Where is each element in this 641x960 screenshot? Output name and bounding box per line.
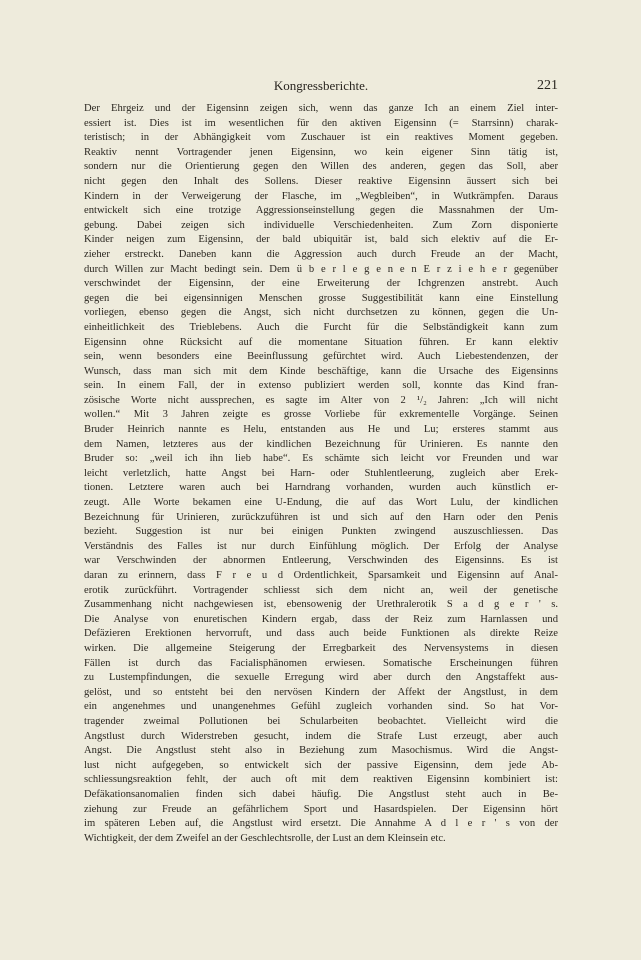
text-line: Angst. Die Angstlust steht also in Beziehung zum Masochismus. Wird die Angst- [84,745,558,757]
text-line: Fällen ist durch das Facialisphänomen erwiesen. Somatische Erscheinungen führen [84,657,558,669]
text-line: leicht verletzlich, hatte Angst bei Harn- oder Stuhlentleerung, zugleich aber Erek- [84,467,558,479]
text-line: dem Namen, letzteres aus der kindlichen Bezeichnung für Urinieren. Es nannte den [84,438,558,450]
text-line: Angstlust durch Widerstreben gesucht, indem die Strafe Lust erzeugt, aber auch [84,730,558,742]
text-line: essiert ist. Dies ist im wesentlichen für den aktiven Eigensinn (= Starrsinn) charak- [84,117,558,129]
text-line: nicht gegen den Inhalt des Sollens. Dieser reaktive Eigensinn äussert sich bei [84,175,558,187]
text-line: Wichtigkeit, der dem Zweifel an der Geschlechtsrolle, der Lust an dem Kleinsein etc. [84,832,446,844]
text-line: zösische Worte nicht aussprechen, es sagte im Alter von 2 ¹/₂ Jahren: „Ich will nicht [84,394,558,406]
text-line: sein. In einem Fall, der in extenso publiziert werden soll, konnte das Kind fran- [84,380,558,392]
text-line: entwickelt sich eine trotzige Aggressionseinstellung gegen die Massnahmen der Um- [84,205,558,217]
text-line: Bezeichnung für Urinieren, zurückzuführen ist und sich auf den Harn oder den Penis [84,511,558,523]
text-line: bezieht. Suggestion ist nur bei einigen Punkten zwingend auszuschliessen. Das [84,526,558,538]
text-line: Wunsch, dass man sich mit dem Kinde beschäftige, kann die Ursache des Eigensinns [84,365,558,377]
header-title: Kongressberichte. [273,78,369,93]
text-line: schliessungsreaktion fehlt, der auch oft mit dem reaktiven Eigensinn kombiniert ist: [84,774,558,786]
text-line: Kindern in der Verweigerung der Flasche, im „Wegbleiben“, in Wutkrämpfen. Daraus [84,190,558,202]
text-line: Kinder neigen zum Eigensinn, der bald ubiquitär ist, bald sich elektiv auf die Er- [84,234,558,246]
text-line: Defäzieren Erektionen hervorruft, und dass auch beide Funktionen als direkte Reize [84,628,558,640]
text-line: wirken. Die allgemeine Steigerung der Erregbarkeit des Nervensystems in diesen [84,642,558,654]
text-line: im späteren Leben auf, die Angstlust wird ersetzt. Die Annahme A d l e r ' s von der [84,818,558,830]
text-line: durch Willen zur Macht bedingt sein. Dem ü b e r l e g e n e n E r z i e h e r gegenüber [84,263,558,275]
text-line: Bruder Heinrich nannte es Helu, entstanden aus He und Lu; ersteres stammt aus [84,424,558,436]
text-line: zeugt. Alle Worte bekamen eine U-Endung, die auf das Wort Lulu, der kindlichen [84,497,558,509]
text-line: Defäkationsanomalien finden sich dabei häufig. Die Angstlust steht auch in Be- [84,788,558,800]
text-line: Verständnis des Falles ist nur durch Einfühlung möglich. Der Erfolg der Analyse [84,540,558,552]
text-line: tragender zweimal Pollutionen bei Schularbeiten beobachtet. Vielleicht wird die [84,715,558,727]
text-line: ziehung zur Freude an gefährlichem Sport und Hasardspielen. Der Eigensinn hört [84,803,558,815]
text-line: erotik zurückführt. Vortragender schliesst sich dem nicht an, weil der genetische [84,584,558,596]
text-line: ein angenehmes und unangenehmes Gefühl zugleich vorhanden sind. So hat Vor- [84,701,558,713]
text-line: vorliegen, ebenso gegen die Angst, sich nicht durchsetzen zu können, gegen die Un- [84,307,558,319]
text-line: gegen die bei eigensinnigen Menschen grosse Suggestibilität kann eine Einstellung [84,292,558,304]
text-line: sondern nur die Orientierung gegen den Willen des anderen, gegen das Soll, aber [84,161,558,173]
running-header [84,78,558,98]
text-line: gebung. Dabei zeigen sich individuelle Verschiedenheiten. Zum Zorn disponierte [84,219,558,231]
text-line: Bruder so: „weil ich ihn lieb habe“. Es schämte sich leicht vor Freunden und war [84,453,558,465]
text-line: gelöst, und so entsteht bei den nervösen Kindern der Affekt der Angstlust, in dem [84,686,558,698]
text-line: tionen. Letztere waren auch bei Harndrang vorhanden, wurden auch künstlich er- [84,482,558,494]
text-line: Die Analyse von enuretischen Kindern ergab, dass der Reiz zum Harnlassen und [84,613,558,625]
text-line: Eigensinn ohne Rücksicht auf die momentane Situation führen. Er kann elektiv [84,336,558,348]
text-line: wollen.“ Mit 3 Jahren zeigte es grosse Vorliebe für exkrementelle Vorgänge. Seinen [84,409,558,421]
page-number: 221 [537,78,558,93]
text-line: verschwindet der Eigensinn, der eine Erweiterung der Ichgrenzen anstrebt. Auch [84,278,558,290]
text-line: teristisch; in der Abhängigkeit vom Zuschauer ist ein reaktives Moment gegeben. [84,132,558,144]
text-line: zu Lustempfindungen, die sexuelle Erregung wird aber durch den Angstaffekt aus- [84,672,558,684]
text-line: Zusammenhang nicht nachgewiesen ist, ebensowenig der Urethralerotik S a d g e r ' s. [84,599,558,611]
body-text [84,102,558,846]
text-line: lust nicht aufgegeben, so entwickelt sich der passive Eigensinn, dem jede Ab- [84,759,558,771]
text-line: sein, wenn besonders eine Beeinflussung gefürchtet wird. Auch Liebestendenzen, der [84,351,558,363]
text-line: Reaktiv nennt Vortragender jenen Eigensinn, wo kein eigener Sinn tätig ist, [84,146,558,158]
text-line: zieher erstreckt. Daneben kann die Aggression auch durch Freude an der Macht, [84,248,558,260]
text-line: einheitlichkeit des Trieblebens. Auch die Furcht für die Selbständigkeit kann zum [84,321,558,333]
text-line: daran zu erinnern, dass F r e u d Ordentlichkeit, Sparsamkeit und Eigensinn auf Anal- [84,570,558,581]
text-line: war Verschwinden der abnormen Entleerung, Verschwinden des Eigensinns. Es ist [84,555,558,567]
text-line: Der Ehrgeiz und der Eigensinn zeigen sich, wenn das ganze Ich an einem Ziel inter- [84,103,558,114]
